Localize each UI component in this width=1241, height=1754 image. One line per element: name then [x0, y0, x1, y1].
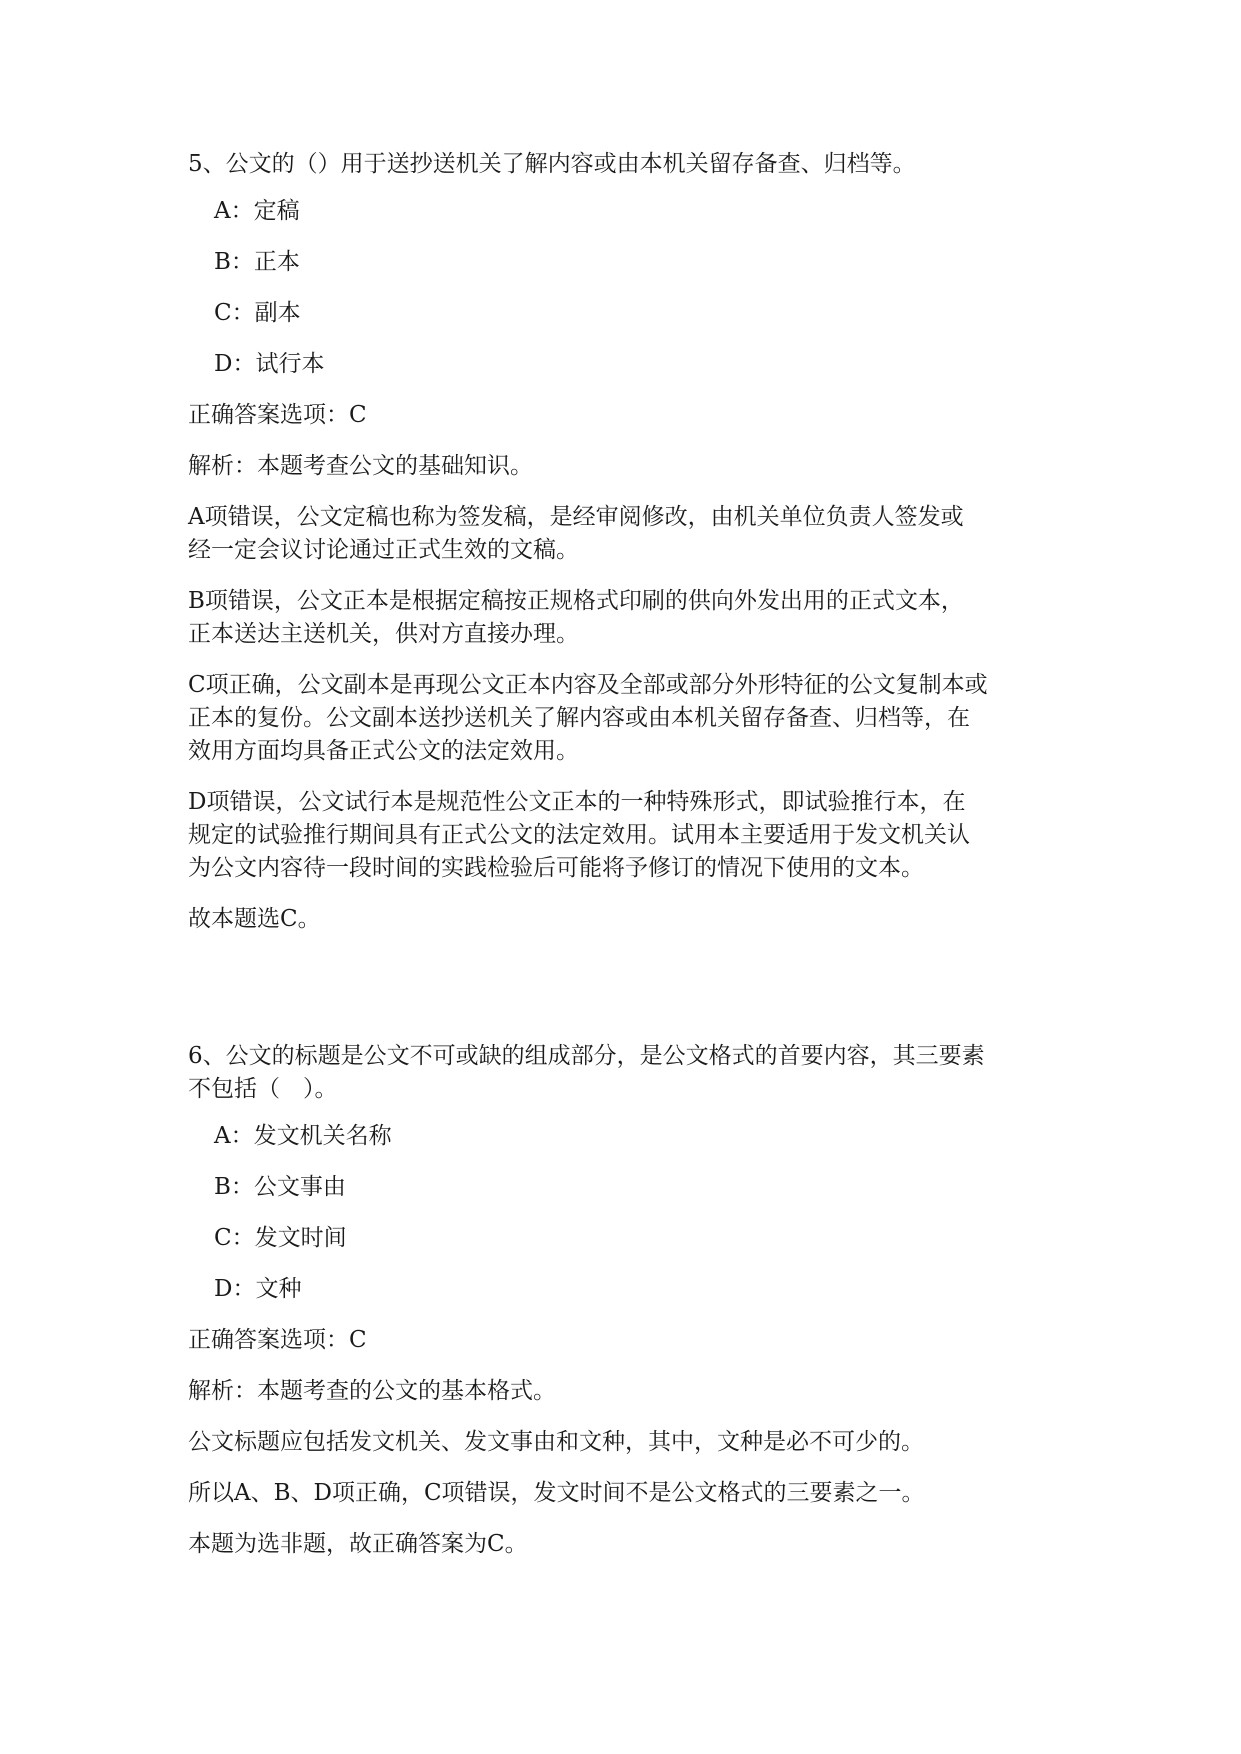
paragraph-line: B项错误，公文正本是根据定稿按正规格式印刷的供向外发出用的正式文本， — [188, 588, 964, 614]
analysis-paragraph-b — [188, 585, 1068, 651]
paragraph-line: D项错误，公文试行本是规范性公文正本的一种特殊形式，即试验推行本，在 — [188, 789, 966, 815]
paragraph-line: 公文标题应包括发文机关、发文事由和文种，其中，文种是必不可少的。 — [188, 1429, 924, 1455]
paragraph-line: 正本送达主送机关，供对方直接办理。 — [188, 621, 579, 647]
paragraph-line: 规定的试验推行期间具有正式公文的法定效用。试用本主要适用于发文机关认 — [188, 822, 970, 848]
paragraph-line: 经一定会议讨论通过正式生效的文稿。 — [188, 537, 579, 563]
paragraph-line: A项错误，公文定稿也称为签发稿，是经审阅修改，由机关单位负责人签发或 — [188, 504, 964, 530]
paragraph-line: C项正确，公文副本是再现公文正本内容及全部或部分外形特征的公文复制本或 — [188, 672, 988, 698]
option-a: A：定稿 — [214, 198, 300, 224]
stem-line: 5、公文的（）用于送抄送机关了解内容或由本机关留存备查、归档等。 — [188, 151, 916, 177]
analysis-paragraph-c — [188, 669, 1068, 768]
analysis-intro: 解析：本题考查的公文的基本格式。 — [188, 1378, 556, 1404]
correct-answer: 正确答案选项：C — [188, 1327, 367, 1353]
option-a: A：发文机关名称 — [214, 1123, 392, 1149]
option-d: D：文种 — [214, 1276, 302, 1302]
conclusion: 本题为选非题，故正确答案为C。 — [188, 1531, 528, 1557]
analysis-paragraph-a — [188, 501, 1068, 567]
option-d: D：试行本 — [214, 351, 325, 377]
stem-line: 不包括（ ）。 — [188, 1076, 338, 1102]
question-5 — [188, 148, 1068, 954]
analysis-intro: 解析：本题考查公文的基础知识。 — [188, 453, 533, 479]
stem-line: 6、公文的标题是公文不可或缺的组成部分，是公文格式的首要内容，其三要素 — [188, 1043, 985, 1069]
paragraph-line: 所以A、B、D项正确，C项错误，发文时间不是公文格式的三要素之一。 — [188, 1480, 925, 1506]
question-stem — [188, 1040, 1068, 1106]
analysis-paragraph-d — [188, 786, 1068, 885]
correct-answer: 正确答案选项：C — [188, 402, 367, 428]
paragraph-line: 效用方面均具备正式公文的法定效用。 — [188, 738, 579, 764]
question-stem — [188, 148, 1068, 181]
analysis-paragraph-1 — [188, 1426, 1068, 1459]
paragraph-line: 为公文内容待一段时间的实践检验后可能将予修订的情况下使用的文本。 — [188, 855, 924, 881]
question-6 — [188, 1040, 1068, 1579]
option-c: C：副本 — [214, 300, 301, 326]
conclusion: 故本题选C。 — [188, 906, 321, 932]
option-b: B：正本 — [214, 249, 300, 275]
option-b: B：公文事由 — [214, 1174, 346, 1200]
paragraph-line: 正本的复份。公文副本送抄送机关了解内容或由本机关留存备查、归档等，在 — [188, 705, 970, 731]
analysis-paragraph-2 — [188, 1477, 1068, 1510]
option-c: C：发文时间 — [214, 1225, 347, 1251]
